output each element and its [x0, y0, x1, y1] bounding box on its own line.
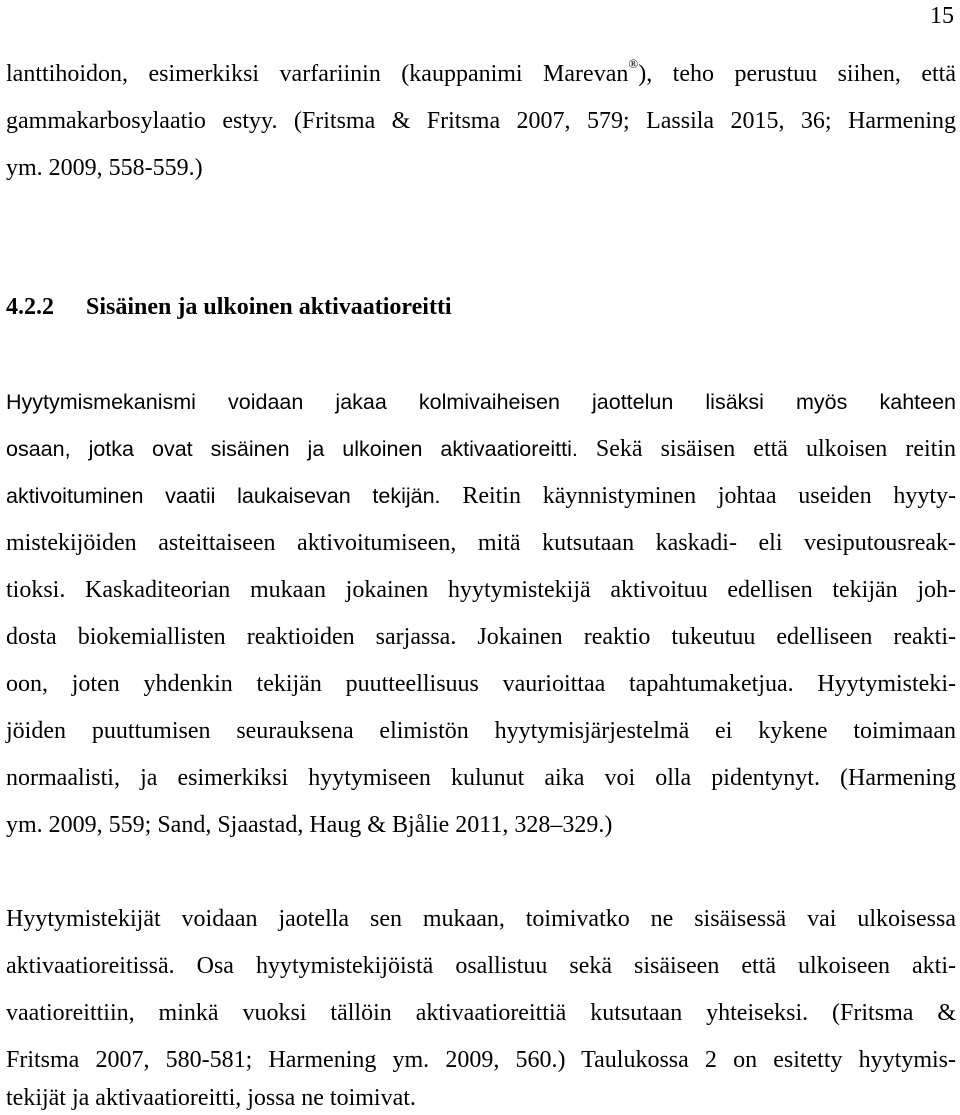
text-line: ym. 2009, 558-559.) [6, 155, 203, 181]
text-line: lanttihoidon, esimerkiksi varfariinin (kauppanimi Marevan®), teho perustuu siihen, että [6, 56, 956, 87]
page-number: 15 [930, 3, 954, 29]
text-line: aktivoituminen vaatii laukaisevan tekijän. Reitin käynnistyminen johtaa useiden hyyty- [6, 483, 956, 509]
text-line: osaan, jotka ovat sisäinen ja ulkoinen aktivaatioreitti. Sekä sisäisen että ulkoisen reitin [6, 436, 956, 462]
text-line: dosta biokemiallisten reaktioiden sarjassa. Jokainen reaktio tukeutuu edelliseen reakti- [6, 624, 956, 650]
section-heading [6, 291, 452, 323]
text-line: tekijät ja aktivaatioreitti, jossa ne toimivat. [6, 1085, 416, 1111]
text-line: Hyytymistekijät voidaan jaotella sen mukaan, toimivatko ne sisäisessä vai ulkoisessa [6, 906, 956, 932]
text-line: gammakarbosylaatio estyy. (Fritsma & Fritsma 2007, 579; Lassila 2015, 36; Harmening [6, 108, 956, 134]
text-line: ym. 2009, 559; Sand, Sjaastad, Haug & Bjålie 2011, 328–329.) [6, 812, 613, 838]
section-number: 4.2.2 [6, 294, 54, 320]
text-line: Fritsma 2007, 580-581; Harmening ym. 2009, 560.) Taulukossa 2 on esitetty hyytymis- [6, 1047, 956, 1073]
section-title: Sisäinen ja ulkoinen aktivaatioreitti [86, 294, 452, 320]
text-line: tioksi. Kaskaditeorian mukaan jokainen hyytymistekijä aktivoituu edellisen tekijän joh- [6, 577, 956, 603]
text-line: aktivaatioreitissä. Osa hyytymistekijöistä osallistuu sekä sisäiseen että ulkoiseen akti- [6, 953, 956, 979]
text-line: oon, joten yhdenkin tekijän puutteellisuus vaurioittaa tapahtumaketjua. Hyytymisteki- [6, 671, 956, 697]
text-line: vaatioreittiin, minkä vuoksi tällöin aktivaatioreittiä kutsutaan yhteiseksi. (Fritsma & [6, 1000, 956, 1026]
registered-mark: ® [628, 56, 639, 71]
text-line: mistekijöiden asteittaiseen aktivoitumiseen, mitä kutsutaan kaskadi- eli vesiputousreak- [6, 530, 956, 556]
text-line: jöiden puuttumisen seurauksena elimistön hyytymisjärjestelmä ei kykene toimimaan [6, 718, 956, 744]
text-line: Hyytymismekanismi voidaan jakaa kolmivaiheisen jaottelun lisäksi myös kahteen [6, 390, 956, 414]
text-line: normaalisti, ja esimerkiksi hyytymiseen kulunut aika voi olla pidentynyt. (Harmening [6, 765, 956, 791]
